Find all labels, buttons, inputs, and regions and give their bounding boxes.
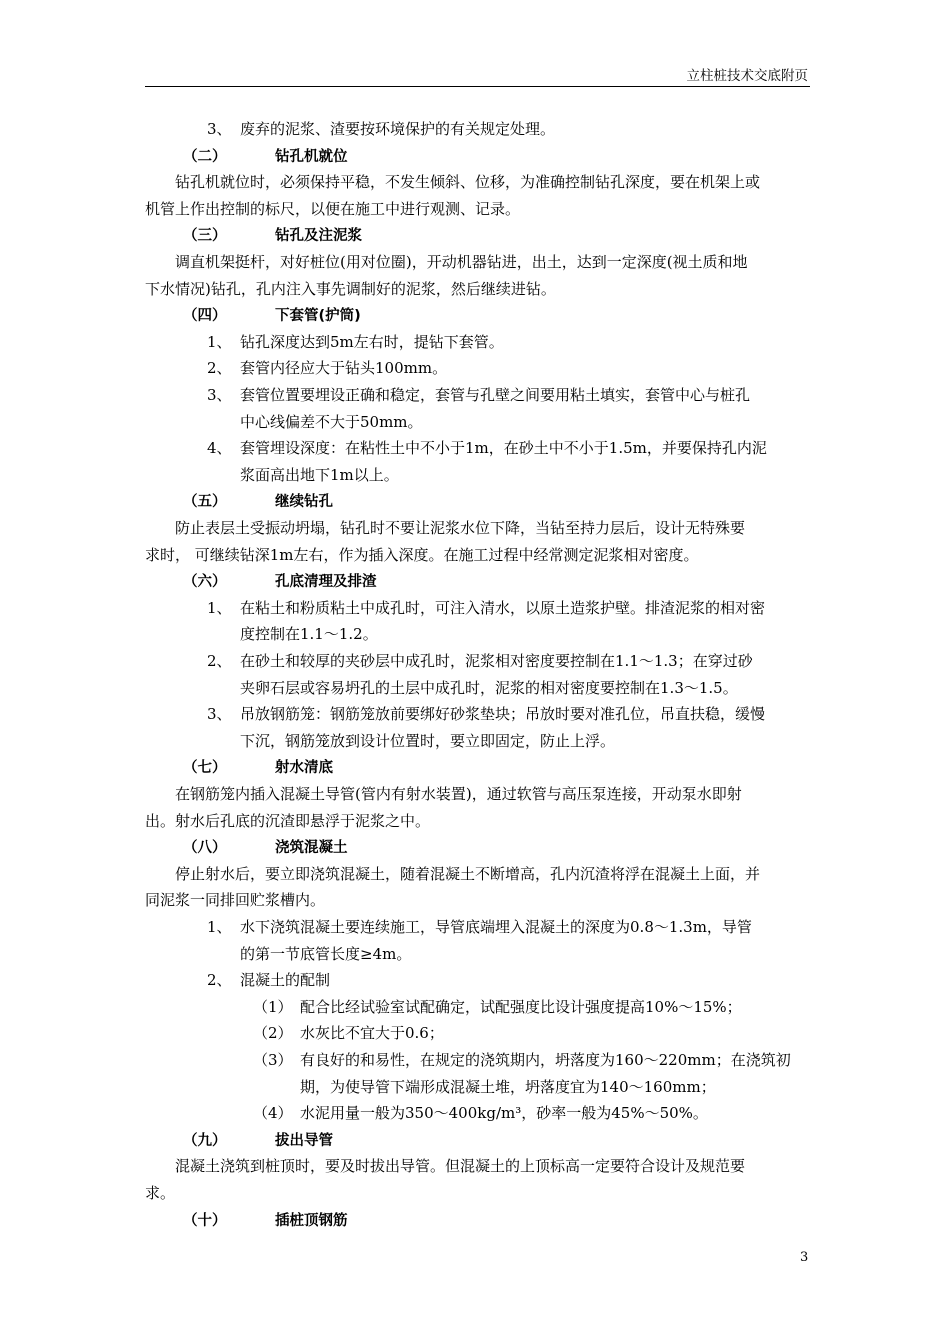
line-text: 下沉，钢筋笼放到设计位置时，要立即固定，防止上浮。 [240, 731, 616, 750]
item-number: （六） [183, 574, 227, 591]
line-text: 水泥用量一般为350～400kg/m³，砂率一般为45%～50%。 [300, 1104, 708, 1123]
line-text: 钻孔机就位时，必须保持平稳，不发生倾斜、位移，为准确控制钻孔深度，要在机架上或 [175, 173, 761, 192]
line-text: 下套管(护筒) [275, 308, 361, 325]
item-number: 4、 [207, 439, 232, 458]
line-text: 钻孔及注泥浆 [275, 228, 362, 245]
line-text: 套管埋设深度：在粘性土中不小于1m，在砂土中不小于1.5m，并要保持孔内泥 [240, 439, 767, 458]
line-text: 在钢筋笼内插入混凝土导管(管内有射水装置)，通过软管与高压泵连接，开动泵水即射 [175, 785, 742, 803]
line-text: 继续钻孔 [275, 494, 333, 511]
item-number: （八） [183, 840, 227, 857]
line-text: 钻孔深度达到5m左右时，提钻下套管。 [240, 332, 504, 351]
line-text: 求。 [145, 1184, 176, 1202]
line-text: 混凝土浇筑到桩顶时，要及时拔出导管。但混凝土的上顶标高一定要符合设计及规范要 [175, 1157, 746, 1176]
item-number: 2、 [207, 359, 232, 378]
item-number: （七） [183, 760, 227, 777]
line-text: 下水情况)钻孔，孔内注入事先调制好的泥浆，然后继续进钻。 [145, 279, 556, 298]
item-number: （五） [183, 494, 227, 511]
line-text: 防止表层土受振动坍塌，钻孔时不要让泥浆水位下降，当钻至持力层后，设计无特殊要 [175, 519, 746, 537]
item-number: 1、 [207, 332, 232, 351]
line-text: 孔底清理及排渣 [275, 574, 377, 591]
item-number: 3、 [207, 120, 232, 138]
line-text: 在砂土和较厚的夹砂层中成孔时，泥浆相对密度要控制在1.1～1.3；在穿过砂 [240, 652, 753, 670]
line-text: 水下浇筑混凝土要连续施工，导管底端埋入混凝土的深度为0.8～1.3m，导管 [240, 918, 752, 936]
item-number: （四） [183, 308, 227, 325]
line-text: 的第一节底管长度≥4m。 [240, 944, 412, 963]
line-text: 机管上作出控制的标尺，以便在施工中进行观测、记录。 [145, 199, 521, 218]
line-text: 插桩顶钢筋 [275, 1212, 348, 1229]
line-text: 期，为使导管下端形成混凝土堆，坍落度宜为140～160mm； [300, 1077, 716, 1096]
item-number: （三） [183, 228, 227, 245]
line-text: 混凝土的配制 [240, 971, 331, 990]
item-number: （九） [183, 1132, 227, 1149]
item-number: 2、 [207, 971, 232, 990]
item-number: （二） [183, 148, 227, 165]
item-number: （4） [253, 1104, 293, 1123]
line-text: 水灰比不宜大于0.6； [300, 1024, 444, 1043]
line-text: 配合比经试验室试配确定，试配强度比设计强度提高10%～15%； [300, 997, 742, 1016]
line-text: 同泥浆一同排回贮浆槽内。 [145, 891, 326, 910]
item-number: 3、 [207, 705, 232, 724]
line-text: 出。射水后孔底的沉渣即悬浮于泥浆之中。 [145, 811, 431, 830]
item-number: 1、 [207, 598, 232, 617]
line-text: 拔出导管 [275, 1132, 333, 1149]
line-text: 套管内径应大于钻头100mm。 [240, 359, 448, 378]
line-text: 浆面高出地下1m以上。 [240, 465, 399, 484]
page-number: 3 [800, 1250, 809, 1265]
item-number: 3、 [207, 386, 232, 404]
line-text: 求时， 可继续钻深1m左右，作为插入深度。在施工过程中经常测定泥浆相对密度。 [145, 545, 699, 564]
item-number: （2） [253, 1024, 293, 1043]
line-text: 套管位置要埋设正确和稳定，套管与孔壁之间要用粘土填实，套管中心与桩孔 [240, 386, 751, 404]
line-text: 度控制在1.1～1.2。 [240, 625, 378, 644]
item-number: 2、 [207, 652, 232, 670]
line-text: 夹卵石层或容易坍孔的土层中成孔时，泥浆的相对密度要控制在1.3～1.5。 [240, 678, 738, 697]
line-text: 中心线偏差不大于50mm。 [240, 412, 423, 431]
item-number: （十） [183, 1212, 227, 1229]
item-number: （3） [253, 1051, 293, 1069]
line-text: 在粘土和粉质粘土中成孔时，可注入清水，以原土造浆护壁。排渣泥浆的相对密 [240, 598, 766, 617]
line-text: 调直机架挺杆，对好桩位(用对位圈)，开动机器钻进，出土，达到一定深度(视土质和地 [175, 253, 748, 271]
line-text: 吊放钢筋笼：钢筋笼放前要绑好砂浆垫块；吊放时要对准孔位，吊直扶稳，缓慢 [240, 705, 766, 724]
line-text: 钻孔机就位 [275, 148, 348, 165]
item-number: 1、 [207, 918, 232, 936]
line-text: 有良好的和易性，在规定的浇筑期内，坍落度为160～220mm；在浇筑初 [300, 1051, 791, 1069]
line-text: 射水清底 [275, 760, 333, 777]
line-text: 废弃的泥浆、渣要按环境保护的有关规定处理。 [240, 120, 556, 138]
header-title: 立柱桩技术交底附页 [686, 68, 808, 84]
line-text: 停止射水后，要立即浇筑混凝土，随着混凝土不断增高，孔内沉渣将浮在混凝土上面，并 [175, 864, 761, 883]
line-text: 浇筑混凝土 [275, 840, 348, 857]
page-header [145, 64, 810, 87]
item-number: （1） [253, 997, 293, 1016]
